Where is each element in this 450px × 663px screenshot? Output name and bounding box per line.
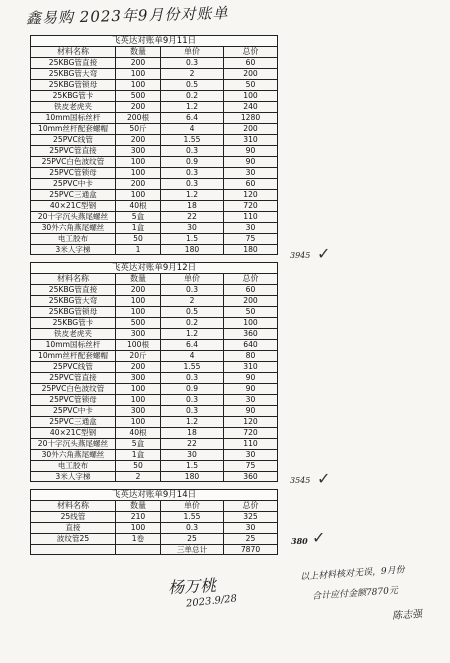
table-row [30, 295, 278, 306]
total-price-cell: 360 [223, 328, 278, 339]
quantity-cell: 1盒 [115, 449, 160, 460]
material-name-cell: 25PVC中卡 [30, 178, 115, 189]
column-header: 材料名称 [30, 273, 115, 284]
column-header: 材料名称 [30, 46, 115, 57]
quantity-cell: 20斤 [115, 350, 160, 361]
unit-price-cell: 1.2 [160, 416, 223, 427]
material-name-cell: 10mm国标丝杆 [30, 339, 115, 350]
section-caption: 飞英达对账单9月11日 [30, 35, 278, 46]
unit-price-cell: 22 [160, 438, 223, 449]
unit-price-cell: 6.4 [160, 112, 223, 123]
confirmation-signer: 陈志强 [391, 608, 423, 623]
column-header: 数量 [115, 273, 160, 284]
quantity-cell: 1卷 [115, 533, 160, 544]
material-name-cell: 25PVC管锁母 [30, 394, 115, 405]
material-name-cell: 3米人字梯 [30, 471, 115, 482]
quantity-cell: 100 [115, 295, 160, 306]
unit-price-cell: 0.3 [160, 405, 223, 416]
unit-price-cell: 1.2 [160, 328, 223, 339]
material-name-cell: 铁皮老虎夹 [30, 328, 115, 339]
table-row [30, 383, 278, 394]
unit-price-cell: 0.5 [160, 306, 223, 317]
total-price-cell: 30 [223, 222, 278, 233]
quantity-cell: 100 [115, 167, 160, 178]
quantity-cell: 300 [115, 145, 160, 156]
confirmation-note-line1: 以上材料核对无误，9月份 [299, 565, 406, 583]
unit-price-cell: 4 [160, 123, 223, 134]
total-price-cell: 360 [223, 471, 278, 482]
unit-price-cell: 0.9 [160, 383, 223, 394]
unit-price-cell: 180 [160, 471, 223, 482]
unit-price-cell: 0.5 [160, 79, 223, 90]
unit-price-cell: 1.2 [160, 101, 223, 112]
material-name-cell: 25PVC线管 [30, 361, 115, 372]
confirmation-note-line2: 合计应付金额7870元 [311, 586, 399, 602]
quantity-cell: 1盒 [115, 222, 160, 233]
material-name-cell: 25PVC管直接 [30, 145, 115, 156]
material-name-cell: 25PVC三通盒 [30, 189, 115, 200]
table-row [30, 394, 278, 405]
table-row [30, 460, 278, 471]
table-row [30, 533, 278, 544]
material-name-cell: 25KBG管直接 [30, 57, 115, 68]
table-row [30, 145, 278, 156]
section-total-sep11: 3945 [290, 251, 311, 260]
column-header: 总价 [223, 500, 278, 511]
quantity-cell: 100 [115, 306, 160, 317]
quantity-cell: 1 [115, 244, 160, 255]
quantity-cell: 210 [115, 511, 160, 522]
table-row [30, 211, 278, 222]
section-total-sep12: 3545 [290, 476, 311, 485]
section-caption: 飞英达对账单9月14日 [30, 489, 278, 500]
total-price-cell: 110 [223, 211, 278, 222]
column-header: 单价 [160, 500, 223, 511]
table-row [30, 544, 278, 555]
table-row [30, 233, 278, 244]
total-price-cell: 60 [223, 178, 278, 189]
quantity-cell: 300 [115, 405, 160, 416]
total-price-cell: 1280 [223, 112, 278, 123]
column-header: 总价 [223, 46, 278, 57]
table-row [30, 178, 278, 189]
quantity-cell: 50斤 [115, 123, 160, 134]
check-mark-icon: ✓ [317, 469, 331, 488]
unit-price-cell: 18 [160, 200, 223, 211]
unit-price-cell: 25 [160, 533, 223, 544]
table-row [30, 244, 278, 255]
table-row [30, 511, 278, 522]
unit-price-cell: 0.2 [160, 317, 223, 328]
unit-price-cell: 0.3 [160, 522, 223, 533]
quantity-cell: 100 [115, 522, 160, 533]
total-price-cell: 310 [223, 361, 278, 372]
material-name-cell: 铁皮老虎夹 [30, 101, 115, 112]
material-name-cell: 25KBG管锁母 [30, 306, 115, 317]
column-header: 单价 [160, 273, 223, 284]
quantity-cell: 100 [115, 189, 160, 200]
total-price-cell: 30 [223, 167, 278, 178]
total-price-cell: 30 [223, 449, 278, 460]
unit-price-cell: 1.5 [160, 233, 223, 244]
table-row [30, 306, 278, 317]
material-name-cell: 直接 [30, 522, 115, 533]
unit-price-cell: 0.3 [160, 372, 223, 383]
total-price-cell: 30 [223, 522, 278, 533]
material-name-cell: 电工胶布 [30, 460, 115, 471]
unit-price-cell: 1.55 [160, 511, 223, 522]
material-name-cell: 25KBG管卡 [30, 90, 115, 101]
quantity-cell: 200 [115, 284, 160, 295]
material-name-cell: 25KBG管锁母 [30, 79, 115, 90]
material-name-cell: 20十字沉头燕尾螺丝 [30, 438, 115, 449]
unit-price-cell: 180 [160, 244, 223, 255]
total-price-cell: 25 [223, 533, 278, 544]
total-price-cell: 120 [223, 189, 278, 200]
table-header-row [30, 46, 278, 57]
table-row [30, 134, 278, 145]
quantity-cell: 200根 [115, 112, 160, 123]
table-row [30, 522, 278, 533]
total-price-cell: 30 [223, 394, 278, 405]
total-price-cell: 50 [223, 79, 278, 90]
quantity-cell: 300 [115, 372, 160, 383]
total-price-cell: 720 [223, 427, 278, 438]
quantity-cell: 50 [115, 233, 160, 244]
material-name-cell: 电工胶布 [30, 233, 115, 244]
total-price-cell: 75 [223, 460, 278, 471]
quantity-cell: 100 [115, 383, 160, 394]
total-price-cell: 50 [223, 306, 278, 317]
material-name-cell: 30外六角燕尾螺丝 [30, 222, 115, 233]
quantity-cell: 500 [115, 90, 160, 101]
total-price-cell: 90 [223, 372, 278, 383]
table-row [30, 372, 278, 383]
table-row [30, 123, 278, 134]
table-row [30, 79, 278, 90]
table-row [30, 68, 278, 79]
quantity-cell [115, 544, 160, 555]
column-header: 数量 [115, 500, 160, 511]
unit-price-cell: 0.3 [160, 167, 223, 178]
total-price-cell: 325 [223, 511, 278, 522]
table-row [30, 339, 278, 350]
material-name-cell: 25KBG管大弯 [30, 295, 115, 306]
signature-name: 杨万桃 [167, 575, 217, 598]
total-price-cell: 720 [223, 200, 278, 211]
table-row [30, 222, 278, 233]
total-price-cell: 240 [223, 101, 278, 112]
quantity-cell: 500 [115, 317, 160, 328]
table-row [30, 167, 278, 178]
unit-price-cell: 1.5 [160, 460, 223, 471]
ledger-table [30, 35, 278, 559]
column-header: 单价 [160, 46, 223, 57]
section-total-sep14: 380 [291, 536, 308, 546]
quantity-cell: 50 [115, 460, 160, 471]
material-name-cell: 40×21C型钢 [30, 427, 115, 438]
material-name-cell: 波纹管25 [30, 533, 115, 544]
column-header: 总价 [223, 273, 278, 284]
unit-price-cell: 三单总计 [160, 544, 223, 555]
table-row [30, 90, 278, 101]
quantity-cell: 200 [115, 57, 160, 68]
material-name-cell: 30外六角燕尾螺丝 [30, 449, 115, 460]
unit-price-cell: 1.55 [160, 361, 223, 372]
material-name-cell: 25PVC白色波纹管 [30, 156, 115, 167]
material-name-cell: 25KBG管大弯 [30, 68, 115, 79]
table-row [30, 200, 278, 211]
quantity-cell: 40根 [115, 200, 160, 211]
material-name-cell: 40×21C型钢 [30, 200, 115, 211]
material-name-cell: 25PVC管锁母 [30, 167, 115, 178]
column-header: 材料名称 [30, 500, 115, 511]
table-row [30, 112, 278, 123]
total-price-cell: 90 [223, 405, 278, 416]
column-header: 数量 [115, 46, 160, 57]
table-row [30, 449, 278, 460]
total-price-cell: 100 [223, 317, 278, 328]
total-price-cell: 200 [223, 68, 278, 79]
unit-price-cell: 0.9 [160, 156, 223, 167]
total-price-cell: 75 [223, 233, 278, 244]
total-price-cell: 80 [223, 350, 278, 361]
unit-price-cell: 2 [160, 68, 223, 79]
material-name-cell: 10mm国标丝杆 [30, 112, 115, 123]
unit-price-cell: 30 [160, 449, 223, 460]
quantity-cell: 100 [115, 156, 160, 167]
table-row [30, 471, 278, 482]
table-row [30, 317, 278, 328]
quantity-cell: 200 [115, 134, 160, 145]
table-header-row [30, 273, 278, 284]
quantity-cell: 5盒 [115, 438, 160, 449]
section-caption: 飞英达对账单9月12日 [30, 262, 278, 273]
table-row [30, 405, 278, 416]
check-mark-icon: ✓ [312, 528, 326, 547]
unit-price-cell: 4 [160, 350, 223, 361]
unit-price-cell: 0.3 [160, 57, 223, 68]
table-row [30, 350, 278, 361]
total-price-cell: 120 [223, 416, 278, 427]
total-price-cell: 180 [223, 244, 278, 255]
table-row [30, 328, 278, 339]
unit-price-cell: 22 [160, 211, 223, 222]
total-price-cell: 60 [223, 57, 278, 68]
table-row [30, 361, 278, 372]
total-price-cell: 100 [223, 90, 278, 101]
unit-price-cell: 1.55 [160, 134, 223, 145]
total-price-cell: 7870 [223, 544, 278, 555]
material-name-cell: 3米人字梯 [30, 244, 115, 255]
total-price-cell: 90 [223, 156, 278, 167]
unit-price-cell: 6.4 [160, 339, 223, 350]
total-price-cell: 60 [223, 284, 278, 295]
unit-price-cell: 0.2 [160, 90, 223, 101]
table-row [30, 57, 278, 68]
table-row [30, 438, 278, 449]
material-name-cell: 25KBG管直接 [30, 284, 115, 295]
quantity-cell: 100 [115, 79, 160, 90]
unit-price-cell: 0.3 [160, 394, 223, 405]
unit-price-cell: 30 [160, 222, 223, 233]
material-name-cell: 25KBG管卡 [30, 317, 115, 328]
quantity-cell: 200 [115, 361, 160, 372]
quantity-cell: 200 [115, 101, 160, 112]
material-name-cell: 25PVC中卡 [30, 405, 115, 416]
quantity-cell: 2 [115, 471, 160, 482]
material-name-cell [30, 544, 115, 555]
material-name-cell: 25PVC管直接 [30, 372, 115, 383]
material-name-cell: 10mm丝杆配套螺帽 [30, 350, 115, 361]
table-row [30, 101, 278, 112]
total-price-cell: 90 [223, 145, 278, 156]
total-price-cell: 200 [223, 295, 278, 306]
quantity-cell: 100根 [115, 339, 160, 350]
material-name-cell: 10mm丝杆配套螺帽 [30, 123, 115, 134]
material-name-cell: 25PVC白色波纹管 [30, 383, 115, 394]
page-title: 鑫易购 2023年9月份对账单 [25, 4, 229, 28]
unit-price-cell: 18 [160, 427, 223, 438]
total-price-cell: 200 [223, 123, 278, 134]
total-price-cell: 640 [223, 339, 278, 350]
unit-price-cell: 0.3 [160, 145, 223, 156]
table-row [30, 284, 278, 295]
material-name-cell: 25PVC三通盒 [30, 416, 115, 427]
material-name-cell: 20十字沉头燕尾螺丝 [30, 211, 115, 222]
material-name-cell: 25线管 [30, 511, 115, 522]
total-price-cell: 110 [223, 438, 278, 449]
signature-date: 2023.9/28 [185, 593, 238, 610]
table-row [30, 427, 278, 438]
quantity-cell: 100 [115, 394, 160, 405]
material-name-cell: 25PVC线管 [30, 134, 115, 145]
unit-price-cell: 2 [160, 295, 223, 306]
unit-price-cell: 0.3 [160, 284, 223, 295]
table-header-row [30, 500, 278, 511]
unit-price-cell: 1.2 [160, 189, 223, 200]
table-row [30, 416, 278, 427]
quantity-cell: 300 [115, 328, 160, 339]
quantity-cell: 5盒 [115, 211, 160, 222]
quantity-cell: 40根 [115, 427, 160, 438]
total-price-cell: 90 [223, 383, 278, 394]
check-mark-icon: ✓ [317, 244, 331, 263]
quantity-cell: 200 [115, 178, 160, 189]
table-row [30, 189, 278, 200]
table-row [30, 156, 278, 167]
quantity-cell: 100 [115, 68, 160, 79]
unit-price-cell: 0.3 [160, 178, 223, 189]
quantity-cell: 100 [115, 416, 160, 427]
total-price-cell: 310 [223, 134, 278, 145]
